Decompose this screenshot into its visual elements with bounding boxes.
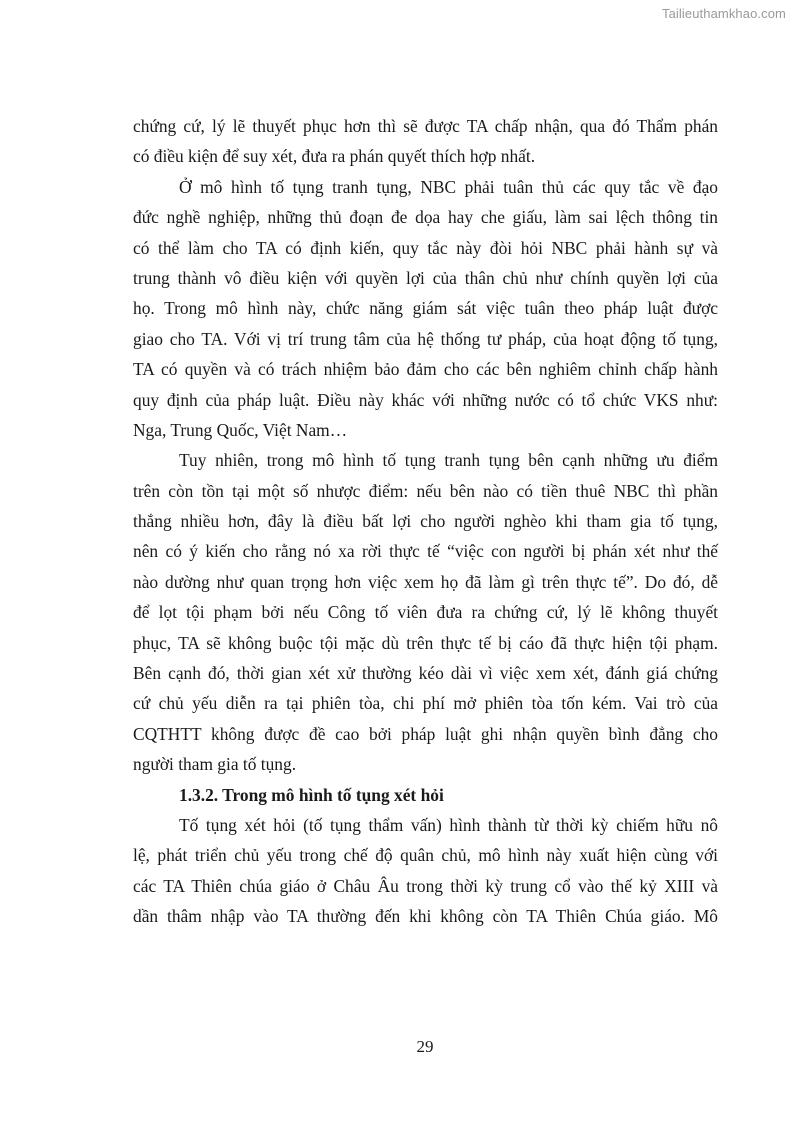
text-line: lệ, phát triển chủ yếu trong chế độ quân chủ, mô hình này xuất hiện cùng với — [133, 845, 718, 866]
text-line: nào dường như quan trọng hơn việc xem họ đã làm gì trên thực tế”. Do đó, dễ — [133, 571, 718, 592]
text-line: phục, TA sẽ không buộc tội mặc dù trên thực tế bị cáo đã thực hiện tội phạm. — [133, 632, 718, 653]
text-line: trung thành vô điều kiện với quyền lợi của thân chủ như chính quyền lợi của — [133, 267, 718, 288]
text-line: giao cho TA. Với vị trí trung tâm của hệ thống tư pháp, của hoạt động tố tụng, — [133, 328, 718, 349]
text-line: có điều kiện để suy xét, đưa ra phán quyết thích hợp nhất. — [133, 146, 536, 167]
text-line: quy định của pháp luật. Điều này khác với những nước có tổ chức VKS như: — [133, 389, 718, 410]
text-line: Tuy nhiên, trong mô hình tố tụng tranh tụng bên cạnh những ưu điểm — [179, 450, 718, 471]
watermark-text: Tailieuthamkhao.com — [661, 6, 786, 21]
section-heading: 1.3.2. Trong mô hình tố tụng xét hỏi — [179, 784, 444, 805]
text-line: các TA Thiên chúa giáo ở Châu Âu trong thời kỳ trung cổ vào thế kỷ XIII và — [133, 875, 718, 896]
document-body — [133, 111, 718, 932]
text-line: Tố tụng xét hỏi (tố tụng thẩm vấn) hình thành từ thời kỳ chiếm hữu nô — [179, 814, 718, 835]
text-line: chứng cứ, lý lẽ thuyết phục hơn thì sẽ được TA chấp nhận, qua đó Thẩm phán — [133, 116, 718, 136]
text-line: CQTHTT không được đề cao bởi pháp luật ghi nhận quyền bình đẳng cho — [133, 723, 718, 744]
text-line: để lọt tội phạm bởi nếu Công tố viên đưa ra chứng cứ, lý lẽ không thuyết — [133, 602, 718, 623]
text-line: Ở mô hình tố tụng tranh tụng, NBC phải tuân thủ các quy tắc về đạo — [179, 176, 718, 197]
text-line: người tham gia tố tụng. — [133, 754, 297, 775]
text-line: họ. Trong mô hình này, chức năng giám sát việc tuân theo pháp luật được — [133, 298, 718, 319]
text-line: đức nghề nghiệp, những thủ đoạn đe dọa hay che giấu, làm sai lệch thông tin — [133, 207, 718, 228]
text-line: trên còn tồn tại một số nhược điểm: nếu bên nào có tiền thuê NBC thì phần — [133, 480, 718, 501]
text-line: nên có ý kiến cho rằng nó xa rời thực tế “việc con người bị phán xét như thế — [133, 541, 718, 562]
text-line: có thể làm cho TA có định kiến, quy tắc này đòi hỏi NBC phải hành sự và — [133, 237, 718, 258]
text-line: thắng nhiều hơn, đây là điều bất lợi cho người nghèo khi tham gia tố tụng, — [133, 511, 718, 532]
text-line: dần thâm nhập vào TA thường đến khi không còn TA Thiên Chúa giáo. Mô — [133, 906, 718, 927]
text-line: cứ chủ yếu diễn ra tại phiên tòa, chi phí mở phiên tòa tốn kém. Vai trò của — [133, 693, 718, 714]
text-line: Bên cạnh đó, thời gian xét xử thường kéo dài vì việc xem xét, đánh giá chứng — [133, 663, 718, 684]
text-line: TA có quyền và có trách nhiệm bảo đảm cho các bên nghiêm chỉnh chấp hành — [133, 359, 718, 380]
page-number: 29 — [416, 1037, 434, 1056]
text-line: Nga, Trung Quốc, Việt Nam… — [133, 419, 348, 440]
